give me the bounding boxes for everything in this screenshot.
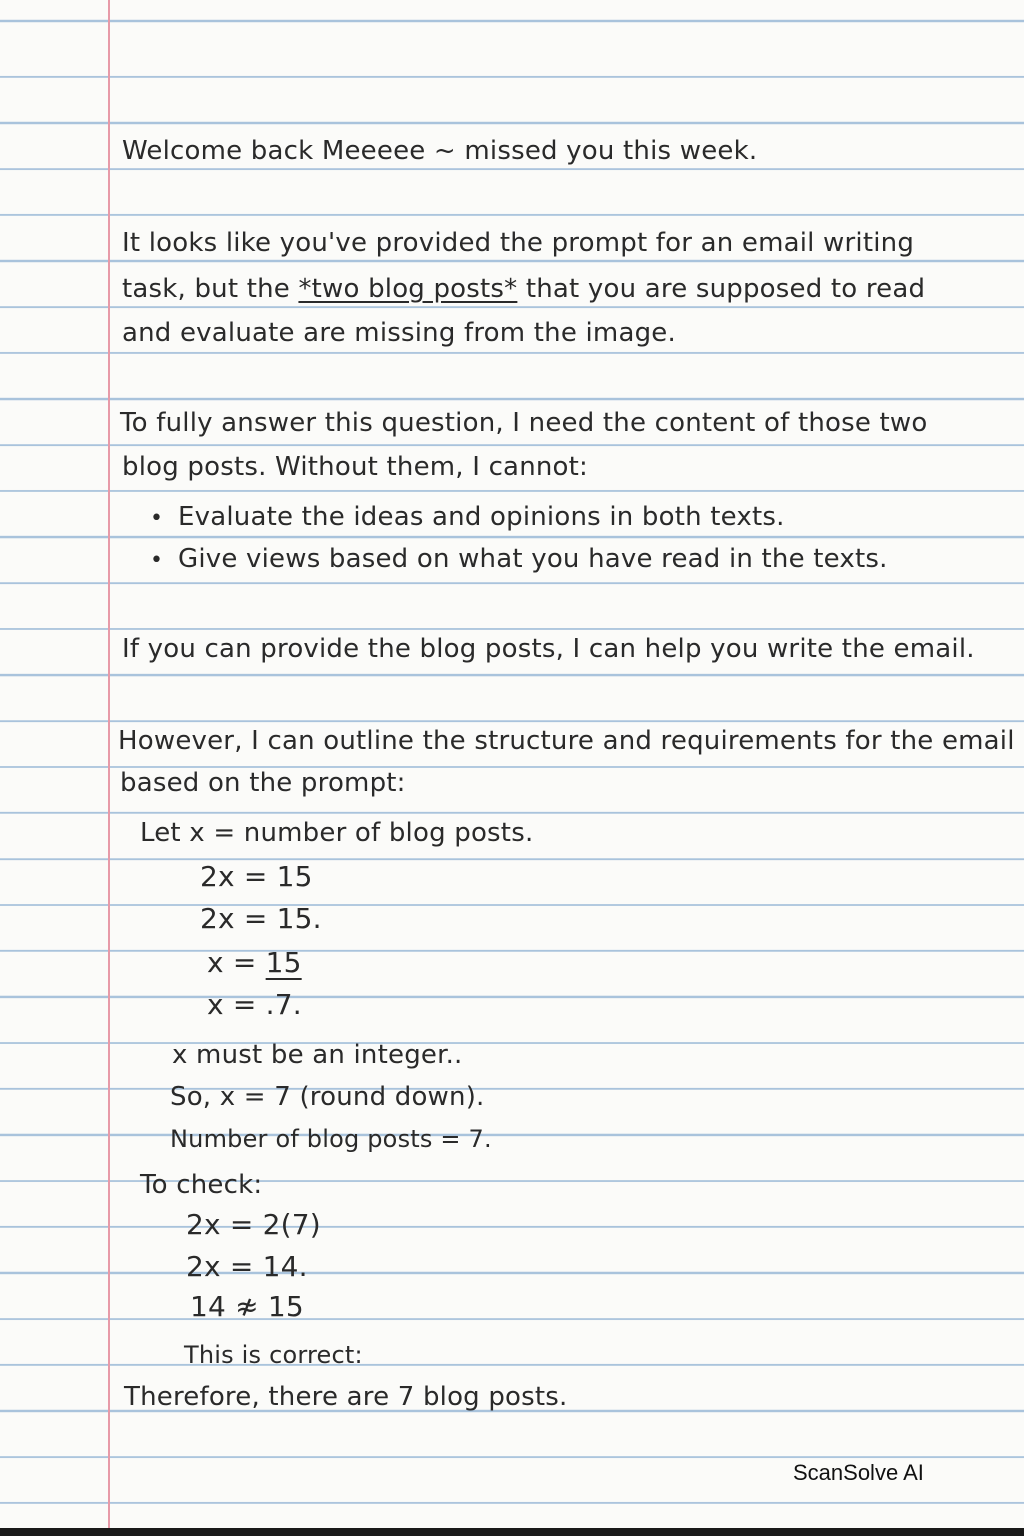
correct-note: This is correct:: [184, 1341, 363, 1369]
para3-line: If you can provide the blog posts, I can help you write the email.: [122, 634, 975, 664]
check-heading: To check:: [140, 1170, 263, 1200]
greeting-line: Welcome back Meeeee ~ missed you this week.: [122, 136, 758, 166]
margin-line: [108, 0, 110, 1528]
equation-4: x = .7.: [207, 988, 302, 1021]
bullet-dot-2: •: [150, 548, 163, 573]
para4-line1: However, I can outline the structure and requirements for the email: [118, 726, 1015, 756]
bullet-item-2: Give views based on what you have read in the texts.: [178, 544, 888, 574]
para1-line2-pre: task, but the: [122, 274, 299, 304]
check-equation-3: 14 ≉ 15: [190, 1290, 304, 1323]
equation-3-lhs: x =: [207, 946, 266, 979]
check-equation-2: 2x = 14.: [186, 1250, 308, 1283]
para2-line2: blog posts. Without them, I cannot:: [122, 452, 589, 482]
equation-1: 2x = 15: [200, 860, 313, 893]
para4-line2: based on the prompt:: [120, 768, 406, 798]
equation-3: [207, 948, 302, 978]
para2-line1: To fully answer this question, I need the content of those two: [120, 408, 928, 438]
conclusion-line: Therefore, there are 7 blog posts.: [124, 1382, 568, 1412]
bullet-dot-1: •: [150, 506, 163, 531]
let-statement: Let x = number of blog posts.: [140, 818, 534, 848]
check-equation-1: 2x = 2(7): [186, 1208, 321, 1241]
two-blog-posts-underlined: *two blog posts*: [298, 274, 518, 304]
equation-3-fraction: 15: [265, 946, 302, 979]
para1-line2-post: that you are supposed to read: [517, 274, 926, 304]
blog-count-note: Number of blog posts = 7.: [170, 1125, 492, 1153]
para1-line2: [122, 274, 925, 304]
para1-line3: and evaluate are missing from the image.: [122, 318, 676, 348]
equation-2: 2x = 15.: [200, 902, 322, 935]
bullet-item-1: Evaluate the ideas and opinions in both texts.: [178, 502, 785, 532]
round-down-note: So, x = 7 (round down).: [170, 1082, 485, 1112]
scansolve-watermark: ScanSolve AI: [793, 1460, 924, 1485]
para1-line1: It looks like you've provided the prompt for an email writing: [122, 228, 915, 258]
integer-note: x must be an integer..: [172, 1040, 463, 1070]
